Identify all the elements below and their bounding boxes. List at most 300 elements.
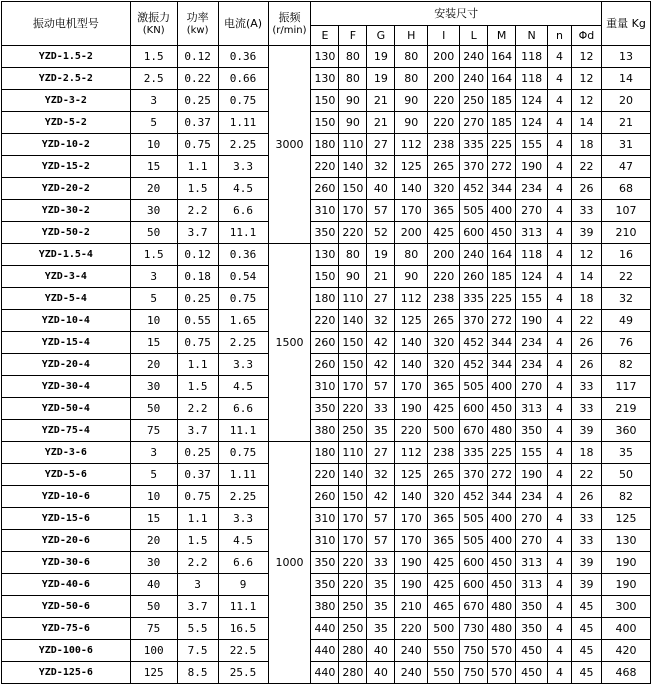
cell-dim-g: 35 [367,420,395,442]
table-row [2,46,651,68]
table-row [2,398,651,420]
table-row [2,618,651,640]
table-row [2,640,651,662]
cell-dim-h: 190 [395,398,428,420]
cell-force: 10 [130,134,177,156]
cell-dim-n-count: 4 [548,552,572,574]
table-row [2,266,651,288]
cell-force: 5 [130,288,177,310]
cell-frequency: 1500 [268,244,311,442]
cell-dim-g: 19 [367,46,395,68]
cell-dim-n: 234 [516,332,548,354]
cell-dim-h: 125 [395,464,428,486]
cell-current: 3.3 [218,508,268,530]
cell-dim-n: 234 [516,178,548,200]
cell-dim-g: 52 [367,222,395,244]
cell-dim-e: 440 [311,640,339,662]
cell-dim-l: 240 [460,244,488,266]
cell-dim-n: 190 [516,310,548,332]
cell-dim-i: 550 [428,662,460,684]
cell-dim-g: 27 [367,134,395,156]
header-current: 电流(A) [218,2,268,46]
cell-model: YZD-10-6 [2,486,131,508]
table-row [2,486,651,508]
cell-dim-e: 180 [311,288,339,310]
cell-dim-l: 370 [460,310,488,332]
cell-force: 1.5 [130,46,177,68]
cell-dim-l: 600 [460,574,488,596]
cell-power: 3.7 [177,596,218,618]
cell-dim-h: 125 [395,310,428,332]
cell-dim-e: 350 [311,222,339,244]
cell-dim-phi-d: 39 [572,552,602,574]
cell-dim-i: 265 [428,464,460,486]
cell-dim-f: 280 [339,662,367,684]
cell-model: YZD-125-6 [2,662,131,684]
header-dim: F [339,26,367,46]
cell-dim-n: 190 [516,464,548,486]
cell-dim-e: 150 [311,90,339,112]
cell-model: YZD-20-6 [2,530,131,552]
cell-model: YZD-50-4 [2,398,131,420]
cell-dim-n-count: 4 [548,288,572,310]
cell-power: 0.25 [177,90,218,112]
cell-dim-l: 452 [460,354,488,376]
cell-current: 6.6 [218,200,268,222]
cell-model: YZD-5-4 [2,288,131,310]
cell-power: 5.5 [177,618,218,640]
cell-dim-h: 170 [395,508,428,530]
cell-model: YZD-100-6 [2,640,131,662]
cell-current: 11.1 [218,420,268,442]
cell-dim-g: 19 [367,244,395,266]
cell-dim-n-count: 4 [548,530,572,552]
cell-dim-g: 57 [367,200,395,222]
cell-dim-h: 170 [395,376,428,398]
cell-force: 3 [130,442,177,464]
table-row [2,134,651,156]
cell-dim-n-count: 4 [548,376,572,398]
cell-current: 0.36 [218,46,268,68]
cell-current: 2.25 [218,134,268,156]
cell-dim-m: 400 [488,508,516,530]
cell-dim-n-count: 4 [548,178,572,200]
cell-dim-g: 40 [367,662,395,684]
cell-dim-i: 320 [428,332,460,354]
cell-model: YZD-3-6 [2,442,131,464]
cell-dim-n: 350 [516,618,548,640]
cell-dim-f: 90 [339,266,367,288]
cell-dim-g: 57 [367,376,395,398]
cell-weight: 190 [601,552,650,574]
table-row [2,156,651,178]
cell-dim-phi-d: 45 [572,662,602,684]
cell-force: 75 [130,420,177,442]
cell-dim-i: 425 [428,222,460,244]
cell-dim-n-count: 4 [548,640,572,662]
cell-current: 1.11 [218,464,268,486]
cell-model: YZD-15-4 [2,332,131,354]
cell-dim-f: 150 [339,354,367,376]
cell-dim-i: 465 [428,596,460,618]
cell-power: 0.12 [177,46,218,68]
cell-dim-f: 140 [339,464,367,486]
cell-power: 0.18 [177,266,218,288]
cell-dim-n-count: 4 [548,112,572,134]
cell-model: YZD-5-2 [2,112,131,134]
cell-dim-phi-d: 45 [572,640,602,662]
cell-dim-m: 164 [488,46,516,68]
cell-current: 0.36 [218,244,268,266]
cell-dim-h: 140 [395,354,428,376]
cell-dim-g: 57 [367,508,395,530]
cell-dim-i: 425 [428,398,460,420]
cell-dim-n: 313 [516,222,548,244]
cell-power: 1.5 [177,530,218,552]
cell-dim-i: 265 [428,310,460,332]
cell-dim-m: 272 [488,310,516,332]
cell-model: YZD-40-6 [2,574,131,596]
cell-model: YZD-10-4 [2,310,131,332]
cell-weight: 68 [601,178,650,200]
cell-weight: 360 [601,420,650,442]
cell-dim-g: 57 [367,530,395,552]
cell-weight: 22 [601,266,650,288]
cell-model: YZD-30-2 [2,200,131,222]
cell-dim-m: 570 [488,640,516,662]
cell-dim-phi-d: 18 [572,442,602,464]
cell-dim-m: 400 [488,530,516,552]
cell-dim-f: 170 [339,200,367,222]
cell-dim-g: 33 [367,398,395,420]
cell-dim-m: 570 [488,662,516,684]
cell-weight: 49 [601,310,650,332]
table-row [2,288,651,310]
cell-dim-g: 42 [367,332,395,354]
cell-frequency: 1000 [268,442,311,684]
cell-dim-l: 240 [460,46,488,68]
header-dim: E [311,26,339,46]
cell-dim-f: 150 [339,332,367,354]
cell-dim-l: 335 [460,288,488,310]
cell-dim-h: 112 [395,442,428,464]
table-row [2,244,651,266]
cell-dim-h: 240 [395,640,428,662]
cell-dim-phi-d: 22 [572,310,602,332]
cell-force: 30 [130,552,177,574]
cell-dim-i: 238 [428,442,460,464]
cell-dim-m: 185 [488,112,516,134]
cell-dim-n-count: 4 [548,266,572,288]
cell-dim-f: 80 [339,244,367,266]
cell-dim-i: 238 [428,134,460,156]
cell-dim-l: 505 [460,376,488,398]
cell-dim-e: 260 [311,354,339,376]
cell-dim-h: 220 [395,420,428,442]
cell-model: YZD-50-6 [2,596,131,618]
cell-dim-phi-d: 33 [572,530,602,552]
cell-dim-phi-d: 26 [572,354,602,376]
cell-dim-e: 260 [311,332,339,354]
cell-dim-e: 310 [311,200,339,222]
cell-dim-l: 452 [460,332,488,354]
cell-current: 9 [218,574,268,596]
cell-dim-i: 220 [428,90,460,112]
cell-dim-phi-d: 39 [572,222,602,244]
table-row [2,376,651,398]
cell-force: 5 [130,112,177,134]
cell-dim-phi-d: 12 [572,68,602,90]
cell-dim-n: 270 [516,376,548,398]
cell-current: 3.3 [218,354,268,376]
cell-dim-i: 365 [428,508,460,530]
cell-dim-f: 250 [339,596,367,618]
cell-model: YZD-3-2 [2,90,131,112]
cell-dim-g: 21 [367,112,395,134]
cell-weight: 125 [601,508,650,530]
cell-dim-g: 32 [367,464,395,486]
cell-dim-g: 42 [367,486,395,508]
cell-current: 6.6 [218,552,268,574]
cell-dim-e: 380 [311,420,339,442]
cell-force: 3 [130,266,177,288]
cell-power: 1.1 [177,354,218,376]
cell-dim-n-count: 4 [548,420,572,442]
cell-dim-n-count: 4 [548,332,572,354]
cell-power: 8.5 [177,662,218,684]
cell-dim-e: 260 [311,486,339,508]
cell-frequency: 3000 [268,46,311,244]
cell-power: 3.7 [177,420,218,442]
cell-force: 30 [130,376,177,398]
header-dim: L [460,26,488,46]
cell-dim-phi-d: 22 [572,156,602,178]
header-install-dimensions: 安装尺寸 [311,2,601,26]
cell-dim-n-count: 4 [548,244,572,266]
cell-dim-h: 210 [395,596,428,618]
cell-dim-i: 550 [428,640,460,662]
cell-weight: 107 [601,200,650,222]
cell-dim-g: 21 [367,266,395,288]
header-frequency [268,2,311,46]
cell-dim-l: 452 [460,486,488,508]
cell-dim-n-count: 4 [548,574,572,596]
cell-force: 5 [130,464,177,486]
cell-dim-h: 112 [395,134,428,156]
cell-power: 1.5 [177,376,218,398]
cell-dim-l: 505 [460,200,488,222]
cell-dim-f: 170 [339,508,367,530]
cell-weight: 31 [601,134,650,156]
cell-dim-n: 313 [516,398,548,420]
cell-model: YZD-15-2 [2,156,131,178]
cell-dim-h: 200 [395,222,428,244]
header-dim: G [367,26,395,46]
cell-dim-g: 35 [367,596,395,618]
cell-weight: 420 [601,640,650,662]
cell-current: 25.5 [218,662,268,684]
header-dim: M [488,26,516,46]
header-dim: I [428,26,460,46]
cell-dim-l: 452 [460,178,488,200]
cell-dim-g: 40 [367,640,395,662]
cell-dim-e: 130 [311,46,339,68]
cell-dim-n: 124 [516,266,548,288]
cell-dim-g: 32 [367,310,395,332]
cell-weight: 130 [601,530,650,552]
cell-dim-n: 270 [516,530,548,552]
cell-force: 20 [130,178,177,200]
table-row [2,200,651,222]
cell-dim-i: 320 [428,486,460,508]
cell-weight: 16 [601,244,650,266]
cell-dim-phi-d: 33 [572,508,602,530]
cell-dim-i: 220 [428,266,460,288]
table-row [2,112,651,134]
cell-dim-n: 118 [516,244,548,266]
table-row [2,332,651,354]
cell-dim-n-count: 4 [548,596,572,618]
header-force [130,2,177,46]
cell-weight: 82 [601,354,650,376]
cell-dim-l: 505 [460,508,488,530]
cell-dim-f: 150 [339,486,367,508]
cell-dim-h: 80 [395,68,428,90]
cell-power: 0.25 [177,288,218,310]
cell-dim-e: 220 [311,464,339,486]
cell-dim-f: 250 [339,420,367,442]
cell-dim-e: 150 [311,112,339,134]
cell-current: 0.75 [218,288,268,310]
cell-dim-i: 365 [428,530,460,552]
table-row [2,552,651,574]
cell-dim-m: 450 [488,222,516,244]
cell-dim-e: 260 [311,178,339,200]
cell-current: 0.66 [218,68,268,90]
cell-weight: 82 [601,486,650,508]
cell-dim-m: 272 [488,464,516,486]
cell-force: 40 [130,574,177,596]
header-force-label: 激振力 [137,10,171,24]
cell-dim-n: 270 [516,200,548,222]
table-row [2,442,651,464]
cell-dim-n-count: 4 [548,354,572,376]
cell-dim-m: 480 [488,618,516,640]
cell-dim-h: 112 [395,288,428,310]
cell-force: 1.5 [130,244,177,266]
header-dim: H [395,26,428,46]
cell-power: 3.7 [177,222,218,244]
cell-dim-n: 234 [516,486,548,508]
cell-power: 2.2 [177,552,218,574]
table-body [2,46,651,684]
cell-dim-n-count: 4 [548,618,572,640]
cell-dim-i: 320 [428,354,460,376]
cell-dim-g: 35 [367,574,395,596]
cell-power: 1.1 [177,508,218,530]
cell-dim-f: 220 [339,398,367,420]
cell-dim-n: 234 [516,354,548,376]
cell-dim-phi-d: 12 [572,46,602,68]
cell-dim-f: 140 [339,310,367,332]
cell-dim-g: 40 [367,178,395,200]
cell-dim-n: 155 [516,288,548,310]
cell-dim-n-count: 4 [548,134,572,156]
cell-model: YZD-2.5-2 [2,68,131,90]
cell-current: 11.1 [218,222,268,244]
cell-weight: 13 [601,46,650,68]
cell-dim-phi-d: 33 [572,200,602,222]
cell-dim-n: 450 [516,640,548,662]
cell-dim-h: 170 [395,200,428,222]
cell-weight: 76 [601,332,650,354]
cell-dim-g: 21 [367,90,395,112]
cell-model: YZD-75-4 [2,420,131,442]
cell-dim-phi-d: 39 [572,574,602,596]
cell-weight: 210 [601,222,650,244]
cell-dim-h: 190 [395,574,428,596]
cell-dim-e: 310 [311,376,339,398]
cell-dim-n: 313 [516,552,548,574]
header-model: 振动电机型号 [2,2,131,46]
cell-current: 4.5 [218,178,268,200]
cell-dim-g: 19 [367,68,395,90]
cell-dim-phi-d: 14 [572,112,602,134]
cell-dim-phi-d: 45 [572,618,602,640]
cell-dim-i: 365 [428,376,460,398]
cell-weight: 219 [601,398,650,420]
cell-dim-n: 313 [516,574,548,596]
cell-weight: 190 [601,574,650,596]
cell-dim-i: 238 [428,288,460,310]
cell-dim-n-count: 4 [548,508,572,530]
cell-dim-l: 600 [460,222,488,244]
cell-dim-e: 310 [311,508,339,530]
cell-dim-e: 310 [311,530,339,552]
cell-current: 2.25 [218,486,268,508]
cell-dim-e: 130 [311,68,339,90]
header-power-label: 功率 [186,10,209,24]
cell-weight: 117 [601,376,650,398]
cell-dim-i: 365 [428,200,460,222]
cell-dim-phi-d: 45 [572,596,602,618]
cell-dim-h: 90 [395,90,428,112]
cell-dim-h: 140 [395,332,428,354]
cell-dim-f: 280 [339,640,367,662]
cell-dim-e: 180 [311,442,339,464]
cell-dim-e: 180 [311,134,339,156]
cell-dim-m: 225 [488,442,516,464]
cell-dim-i: 265 [428,156,460,178]
cell-dim-n-count: 4 [548,486,572,508]
cell-dim-m: 185 [488,90,516,112]
cell-dim-f: 80 [339,68,367,90]
cell-dim-phi-d: 12 [572,244,602,266]
header-dim: n [548,26,572,46]
cell-dim-f: 170 [339,530,367,552]
cell-dim-m: 344 [488,354,516,376]
header-power-unit: (kw) [186,24,209,36]
cell-dim-n: 155 [516,134,548,156]
cell-dim-e: 350 [311,574,339,596]
cell-dim-l: 600 [460,398,488,420]
cell-dim-phi-d: 18 [572,134,602,156]
cell-current: 6.6 [218,398,268,420]
cell-dim-l: 750 [460,662,488,684]
cell-dim-i: 200 [428,244,460,266]
cell-model: YZD-20-2 [2,178,131,200]
cell-force: 15 [130,156,177,178]
